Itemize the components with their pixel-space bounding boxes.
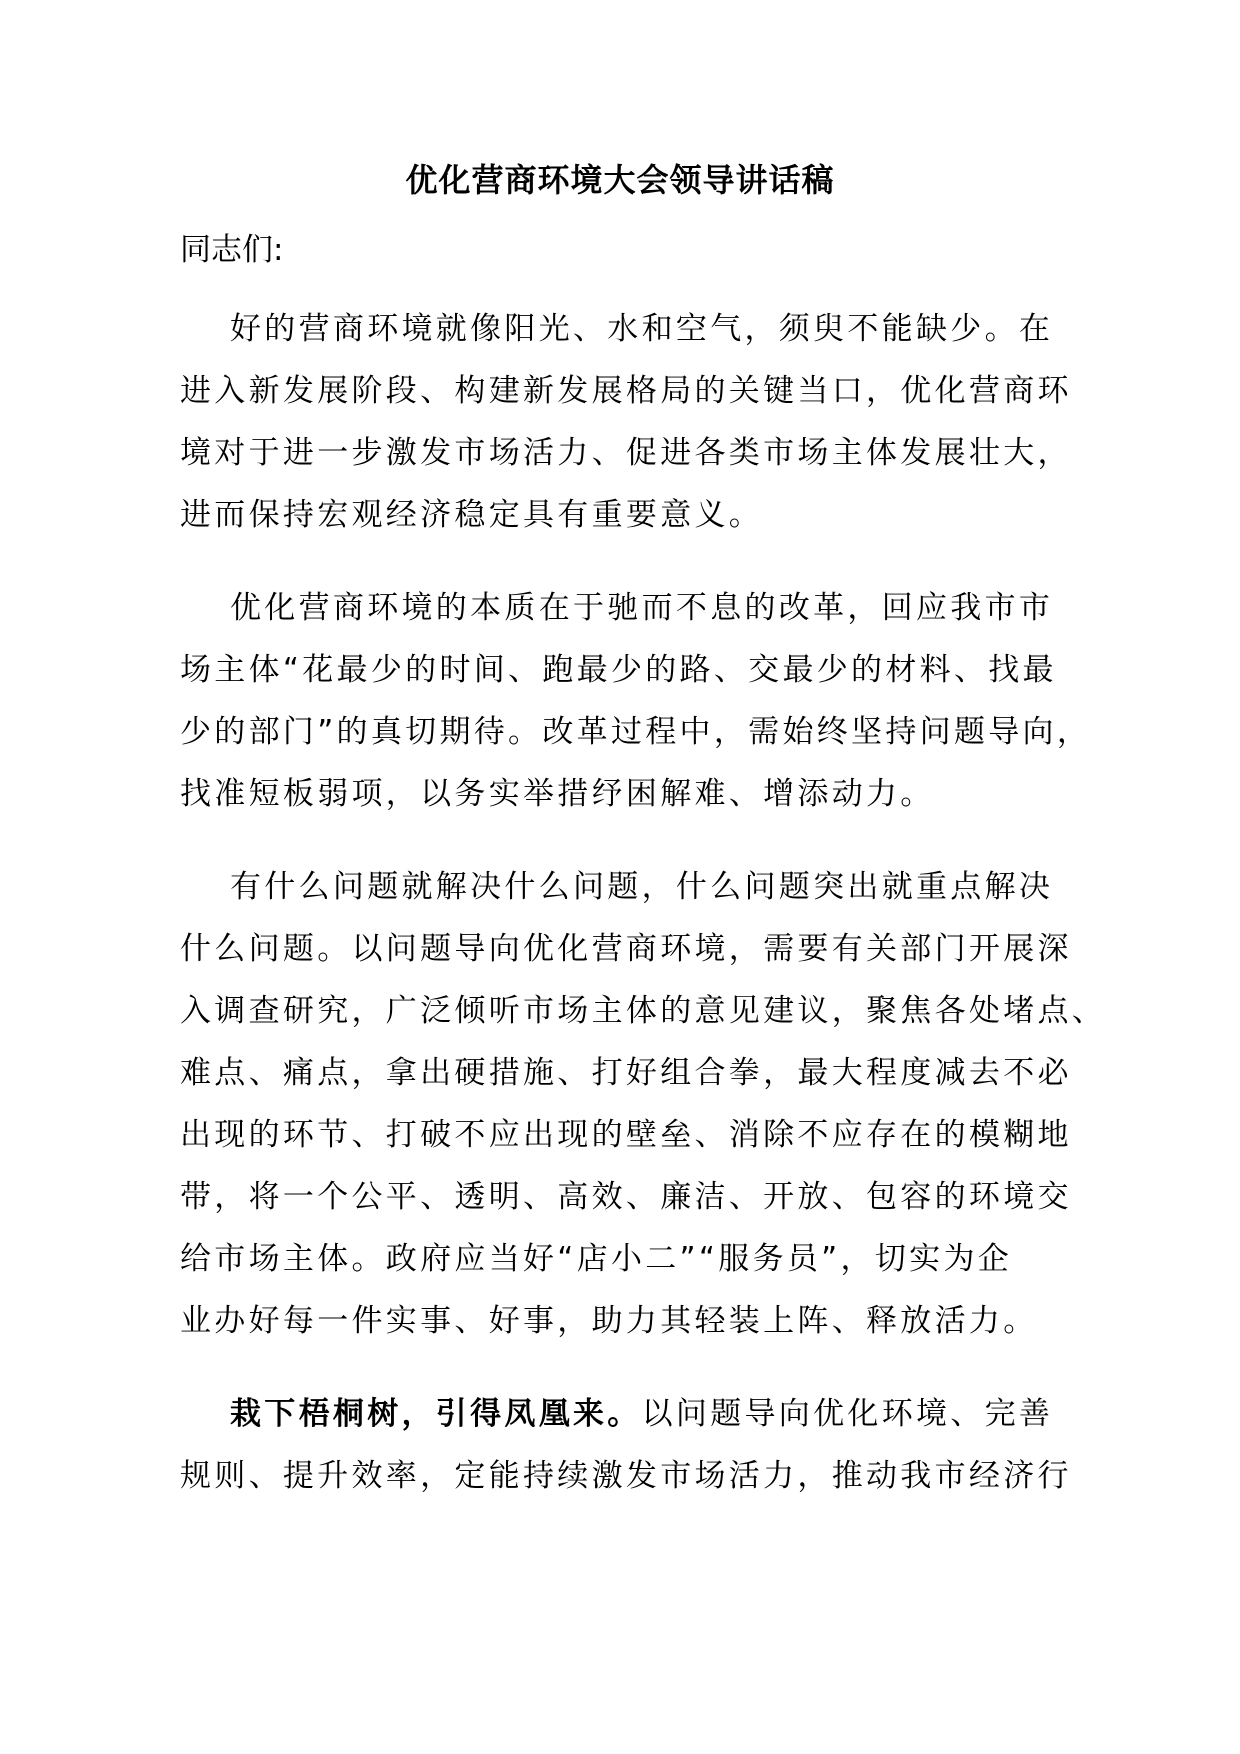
- paragraph-line: 难点、痛点，拿出硬措施、打好组合拳，最大程度减去不必: [180, 1055, 1072, 1091]
- document-body: [180, 226, 1107, 1538]
- paragraph-line: 场主体“花最少的时间、跑最少的路、交最少的材料、找最: [180, 652, 1057, 688]
- paragraph-line: 入调查研究，广泛倾听市场主体的意见建议，聚焦各处堵点、: [180, 993, 1107, 1029]
- paragraph-line: 给市场主体。政府应当好“店小二”“服务员”，切实为企: [180, 1241, 1013, 1277]
- paragraph-line: 好的营商环境就像阳光、水和空气，须臾不能缺少。在: [230, 311, 1054, 347]
- paragraph-line: [180, 1383, 1060, 1445]
- paragraph-line-text: 以问题导向优化环境、完善: [641, 1396, 1054, 1432]
- paragraph-4: [180, 1383, 1072, 1507]
- document-title: 优化营商环境大会领导讲话稿: [405, 161, 835, 199]
- bold-lead-phrase: 栽下梧桐树，引得凤凰来。: [230, 1396, 642, 1432]
- paragraph-line: 进入新发展阶段、构建新发展格局的关键当口，优化营商环: [180, 373, 1072, 409]
- paragraph-line: 境对于进一步激发市场活力、促进各类市场主体发展壮大，: [180, 435, 1072, 471]
- paragraph-line: 有什么问题就解决什么问题，什么问题突出就重点解决: [230, 869, 1054, 905]
- paragraph-2: [180, 577, 1092, 825]
- paragraph-line: 带，将一个公平、透明、高效、廉洁、开放、包容的环境交: [180, 1179, 1072, 1215]
- paragraph-line: 少的部门”的真切期待。改革过程中，需始终坚持问题导向，: [180, 714, 1092, 750]
- paragraph-line: 优化营商环境的本质在于驰而不息的改革，回应我市市: [230, 590, 1054, 626]
- paragraph-line: 进而保持宏观经济稳定具有重要意义。: [180, 497, 764, 533]
- paragraph-line: 规则、提升效率，定能持续激发市场活力，推动我市经济行: [180, 1458, 1072, 1494]
- paragraph-line: 什么问题。以问题导向优化营商环境，需要有关部门开展深: [180, 931, 1072, 967]
- paragraph-3: [180, 856, 1107, 1352]
- paragraph-line: 出现的环节、打破不应出现的壁垒、消除不应存在的模糊地: [180, 1117, 1072, 1153]
- paragraph-1: [180, 298, 1072, 546]
- paragraph-line: 找准短板弱项，以务实举措纾困解难、增添动力。: [180, 776, 935, 812]
- paragraph-line: 业办好每一件实事、好事，助力其轻装上阵、释放活力。: [180, 1303, 1038, 1339]
- salutation: 同志们:: [180, 232, 284, 268]
